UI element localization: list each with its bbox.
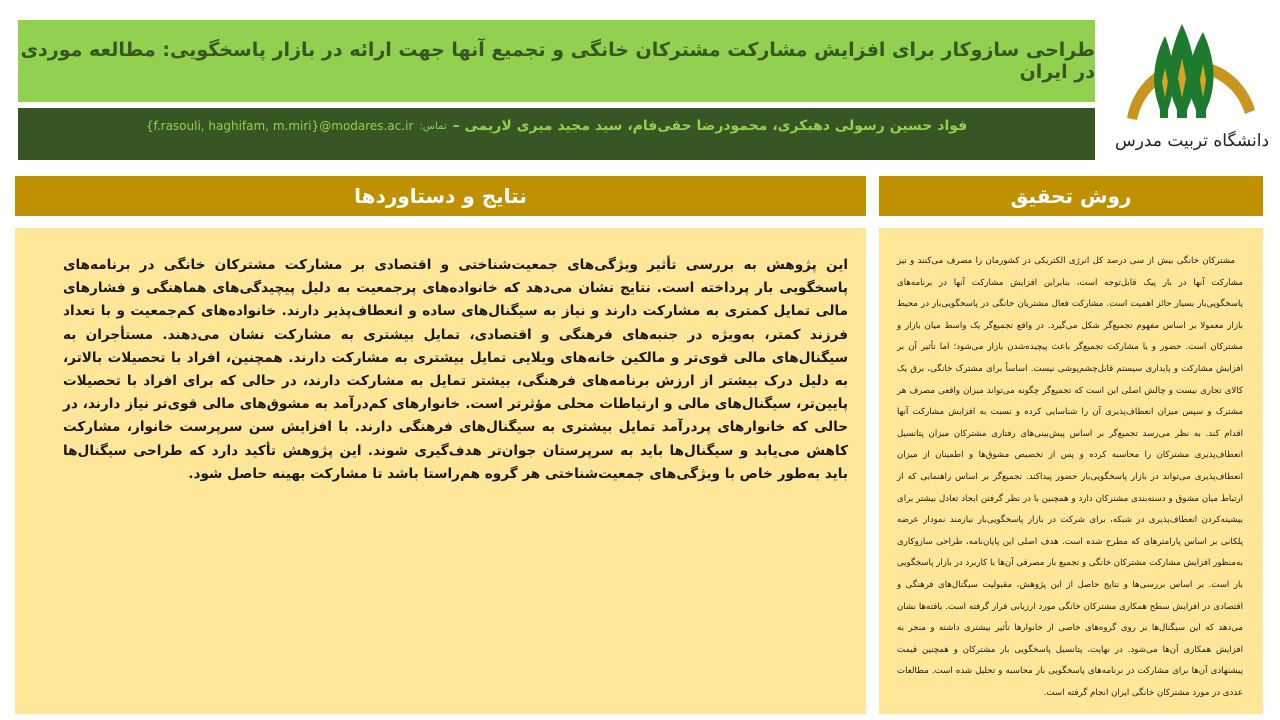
method-section-header [879,176,1263,216]
method-heading: روش تحقیق [1010,184,1132,208]
author-bar [18,108,1095,160]
method-text: مشترکان خانگی بیش از سی درصد کل انرژی الکتریکی در کشورمان را مصرف می‌کنند و نیز مشارکت آنها در بار پیک قابل‌توجه است، بنابراین افزایش مشارکت آنها در برنامه‌های پاسخگویی‌بار بسیار حائز اهمیت است. مشارکت فعال مشتریان خانگی در پاسخگویی‌بار در محیط بازار معمولا بر اساس مفهوم تجمیع‌گر شکل می‌گیرد. در واقع تجمیع‌گر یک واسط میان بازار و مشترکان است. حضور و یا مشارکت تجمیع‌گر باعث پیچیده‌شدن بازار می‌شود؛ اما تأثیر آن بر افزایش مشارکت و پایداری سیستم قابل‌چشم‌پوشی نیست. اساساً برای مشترک خانگی، برق یک کالای تجاری نیست و چالش اصلی این است که تجمیع‌گر چگونه می‌تواند میزان واقعی مصرف هر مشترک و سپس میزان انعطاف‌پذیری آن را شناسایی کرده و نسبت به افزایش مشارکت آنها اقدام کند. به نظر می‌رسد تجمیع‌گر بر اساس پیش‌بینی‌های رفتاری مشترکان میزان پتانسیل انعطاف‌پذیری مشترکان را محاسبه کرده و پس از تخصیص مشوق‌ها و اطمینان از میزان انعطاف‌پذیری می‌تواند در بازار پاسخگویی‌بار حضور پیداکند. تجمیع‌گر بر اساس راهنمایی که از ارتباط میان مشوق و دسته‌بندی مشترکان دارد و همچنین با در نظر گرفتن ایجاد تعادل بیشتر برای بیشینه‌کردن انعطاف‌پذیری در شبکه، برای شرکت در بازار پاسخگویی‌بار نیازمند نمودار عرضه پلکانی بر اساس پارامترهای که مطرح شده است. هدف اصلی این پایان‌نامه، طراحی سازوکاری به‌منظور افزایش مشارکت مشترکان خانگی و تجمیع بار مصرفی آن‌ها با کاربرد در بازار پاسخگویی بار است. بر اساس بررسی‌ها و نتایج حاصل از این پژوهش، مقبولیت سیگنال‌های فرهنگی و اقتصادی در افزایش سطح همکاری مشترکان خانگی مورد ارزیابی قرار گرفته است. یافته‌ها نشان می‌دهد که این سیگنال‌ها بر روی گروه‌های خاصی از خانوارها تأثیر بیشتری داشته و منجر به افزایش همکاری آن‌ها می‌شود. در نهایت، پتانسیل پاسخگویی بار مشترکان و همچنین قیمت پیشنهادی آن‌ها برای مشارکت در برنامه‌های پاسخگویی بار محاسبه و تحلیل شده است. مطالعات عددی در مورد مشترکان خانگی ایران انجام گرفته است. [897,256,1243,698]
contact-label: تماس: [419,120,447,132]
author-names: فواد حسین رسولی دهبکری، محمودرضا حقی‌فام، سید مجید میری لاریمی – [452,118,968,134]
results-section-header [15,176,866,216]
logo-emblem-icon [1115,18,1270,163]
svg-text:دانشگاه تربیت مدرس: دانشگاه تربیت مدرس [1115,131,1270,151]
results-panel [15,228,866,714]
university-logo [1115,18,1270,163]
poster-title-bar [18,20,1095,102]
results-heading: نتایج و دستاوردها [354,184,527,208]
method-panel [879,228,1263,714]
results-text: این پژوهش به بررسی تأثیر ویژگی‌های جمعیت‌شناختی و اقتصادی بر مشارکت مشترکان خانگی در برنامه‌های پاسخگویی بار پرداخته است. نتایج نشان می‌دهد که خانواده‌های پرجمعیت به دلیل پیچیدگی‌های هماهنگی و فشارهای مالی تمایل کمتری به مشارکت دارند و نیاز به سیگنال‌های ساده و انعطاف‌پذیر دارند. خانواده‌های کم‌جمعیت و با تعداد فرزند کمتر، به‌ویژه در جنبه‌های فرهنگی و اقتصادی، تمایل بیشتری به مشارکت نشان می‌دهند. مستأجران به سیگنال‌های مالی قوی‌تر و مالکین خانه‌های ویلایی تمایل بیشتری به مشارکت دارند. همچنین، افراد با تحصیلات بالاتر، به دلیل درک بیشتر از ارزش برنامه‌های فرهنگی، بیشتر تمایل به مشارکت دارند، در حالی که برای افراد با تحصیلات پایین‌تر، سیگنال‌های مالی و ارتباطات محلی مؤثرتر است. خانوارهای کم‌درآمد به مشوق‌های مالی قوی‌تر نیاز دارند، در حالی که خانوارهای پردرآمد تمایل بیشتری به سیگنال‌های فرهنگی دارند. با افزایش سن سرپرست خانوار، مشارکت کاهش می‌یابد و سیگنال‌ها باید به سرپرستان جوان‌تر هدف‌گیری شوند. این پژوهش تأکید دارد که طراحی سیگنال‌ها باید به‌طور خاص با ویژگی‌های جمعیت‌شناختی هر گروه هم‌راستا باشد تا مشارکت بهینه حاصل شود. [63,257,848,482]
contact-email: {f.rasouli, haghifam, m.miri}@modares.ac.ir [145,119,414,133]
poster-title: طراحی سازوکار برای افزایش مشارکت مشترکان خانگی و تجمیع آنها جهت ارائه در بازار پاسخگویی: مطالعه موردی در ایران [20,39,1095,83]
